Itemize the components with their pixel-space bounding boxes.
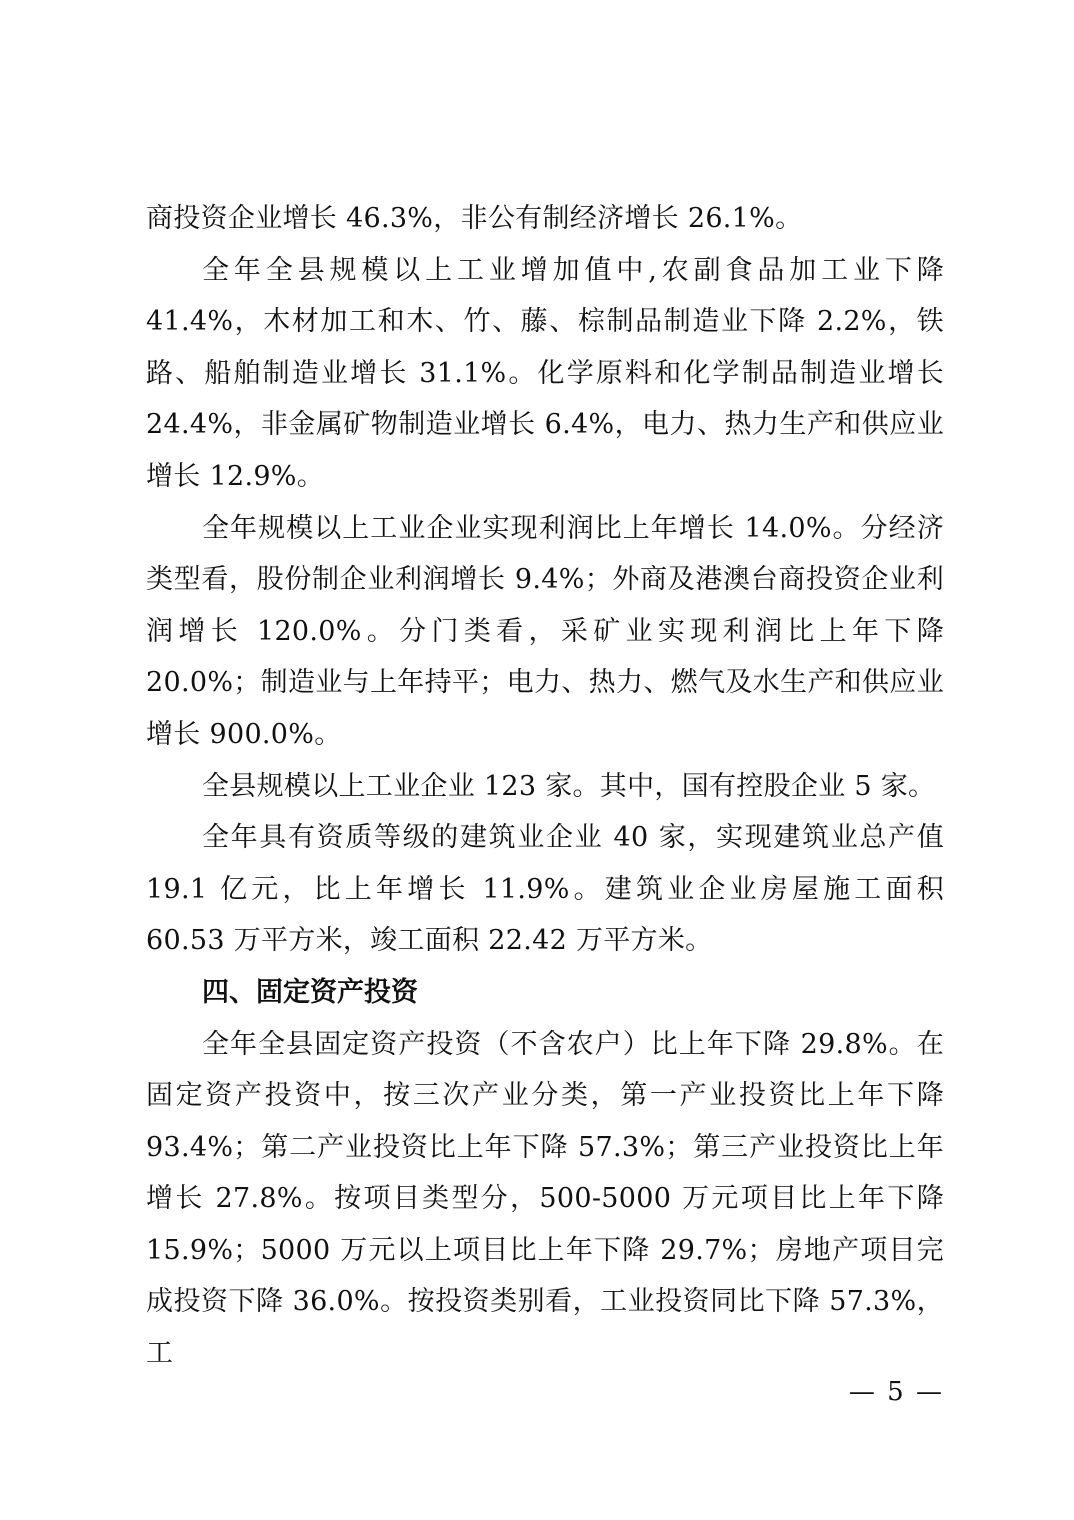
page-number: — 5 —	[848, 1377, 944, 1407]
section-heading-fixed-asset-investment: 四、固定资产投资	[202, 976, 418, 1008]
paragraph-continuation: 商投资企业增长 46.3%，非公有制经济增长 26.1%。	[146, 203, 803, 234]
body-text	[146, 193, 944, 1380]
paragraph-industry-value-added: 全年全县规模以上工业增加值中,农副食品加工业下降 41.4%，木材加工和木、竹、藤、棕制品制造业下降 2.2%，铁路、船舶制造业增长 31.1%。化学原料和化学制品制造业增长 24.4%，非金属矿物制造业增长 6.4%，电力、热力生产和供应业增长 12.9%。	[146, 254, 944, 492]
paragraph-construction: 全年具有资质等级的建筑业企业 40 家，实现建筑业总产值 19.1 亿元，比上年增长 11.9%。建筑业企业房屋施工面积 60.53 万平方米，竣工面积 22.42 万平方米。	[146, 822, 944, 957]
paragraph-enterprise-count: 全县规模以上工业企业 123 家。其中，国有控股企业 5 家。	[202, 770, 936, 802]
paragraph-industry-profit: 全年规模以上工业企业实现利润比上年增长 14.0%。分经济类型看，股份制企业利润增长 9.4%；外商及港澳台商投资企业利润增长 120.0%。分门类看，采矿业实现利润比上年下降 20.0%；制造业与上年持平；电力、热力、燃气及水生产和供应业增长 900.0%。	[146, 512, 944, 750]
paragraph-fixed-asset-investment: 全年全县固定资产投资（不含农户）比上年下降 29.8%。在固定资产投资中，按三次产业分类，第一产业投资比上年下降 93.4%；第二产业投资比上年下降 57.3%；第三产业投资比上年增长 27.8%。按项目类型分，500-5000 万元项目比上年下降 15.9%；5000 万元以上项目比上年下降 29.7%；房地产项目完成投资下降 36.0%。按投资类别看，工业投资同比下降 57.3%，工	[146, 1028, 944, 1370]
